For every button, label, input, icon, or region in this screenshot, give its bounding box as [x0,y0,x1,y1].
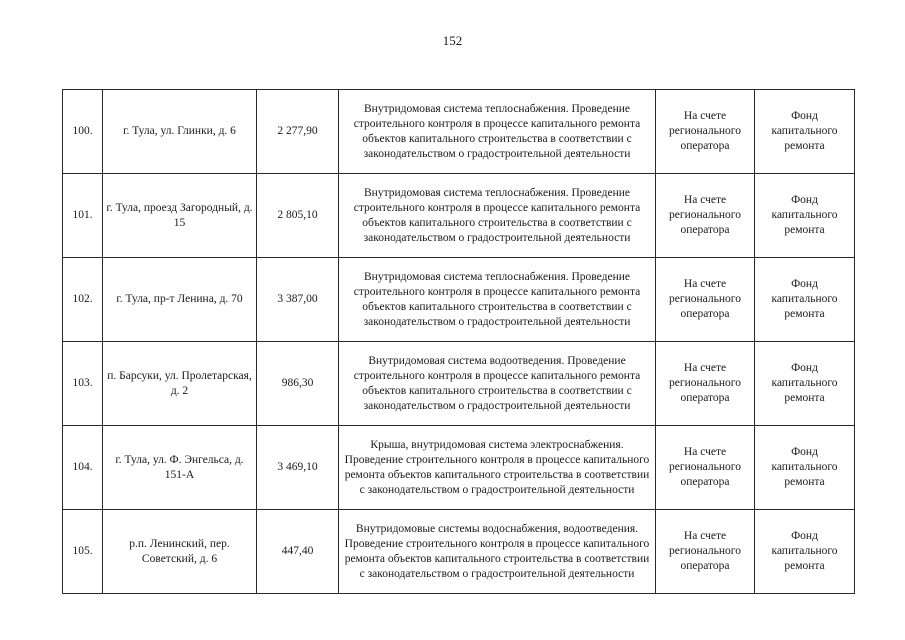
area-cell: 3 469,10 [257,426,339,510]
work-description-cell: Внутридомовая система теплоснабжения. Проведение строительного контроля в процессе капитального ремонта объектов капитального строительства в соответствии с законодательством о градостроительной деятельности [339,174,656,258]
funding-source-cell: Фонд капитального ремонта [755,342,855,426]
work-description-cell: Крыша, внутридомовая система электроснабжения. Проведение строительного контроля в процессе капитального ремонта объектов капитального строительства в соответствии с законодательством о градостроительной деятельности [339,426,656,510]
row-number: 105. [63,510,103,594]
funding-source-cell: Фонд капитального ремонта [755,90,855,174]
row-number: 102. [63,258,103,342]
funding-source-cell: Фонд капитального ремонта [755,174,855,258]
funding-source-cell: Фонд капитального ремонта [755,510,855,594]
payment-method-cell: На счете регионального оператора [656,342,755,426]
row-number: 103. [63,342,103,426]
work-description-cell: Внутридомовая система водоотведения. Проведение строительного контроля в процессе капитального ремонта объектов капитального строительства в соответствии с законодательством о градостроительной деятельности [339,342,656,426]
area-cell: 447,40 [257,510,339,594]
payment-method-cell: На счете регионального оператора [656,426,755,510]
page-number: 152 [442,33,463,48]
payment-method-cell: На счете регионального оператора [656,174,755,258]
table-row [63,90,855,174]
address-cell: г. Тула, ул. Ф. Энгельса, д. 151-А [103,426,257,510]
area-cell: 3 387,00 [257,258,339,342]
work-description-cell: Внутридомовая система теплоснабжения. Проведение строительного контроля в процессе капитального ремонта объектов капитального строительства в соответствии с законодательством о градостроительной деятельности [339,90,656,174]
row-number: 101. [63,174,103,258]
payment-method-cell: На счете регионального оператора [656,90,755,174]
address-cell: п. Барсуки, ул. Пролетарская, д. 2 [103,342,257,426]
funding-source-cell: Фонд капитального ремонта [755,258,855,342]
area-cell: 2 277,90 [257,90,339,174]
table-row [63,258,855,342]
address-cell: г. Тула, ул. Глинки, д. 6 [103,90,257,174]
row-number: 100. [63,90,103,174]
address-cell: г. Тула, проезд Загородный, д. 15 [103,174,257,258]
row-number: 104. [63,426,103,510]
address-cell: г. Тула, пр-т Ленина, д. 70 [103,258,257,342]
table-row [63,426,855,510]
work-description-cell: Внутридомовая система теплоснабжения. Проведение строительного контроля в процессе капитального ремонта объектов капитального строительства в соответствии с законодательством о градостроительной деятельности [339,258,656,342]
funding-source-cell: Фонд капитального ремонта [755,426,855,510]
table-row [63,342,855,426]
payment-method-cell: На счете регионального оператора [656,258,755,342]
area-cell: 2 805,10 [257,174,339,258]
address-cell: р.п. Ленинский, пер. Советский, д. 6 [103,510,257,594]
work-description-cell: Внутридомовые системы водоснабжения, водоотведения. Проведение строительного контроля в процессе капитального ремонта объектов капитального строительства в соответствии с законодательством о градостроительной деятельности [339,510,656,594]
table-row [63,510,855,594]
area-cell: 986,30 [257,342,339,426]
payment-method-cell: На счете регионального оператора [656,510,755,594]
works-table [62,89,855,594]
table-row [63,174,855,258]
